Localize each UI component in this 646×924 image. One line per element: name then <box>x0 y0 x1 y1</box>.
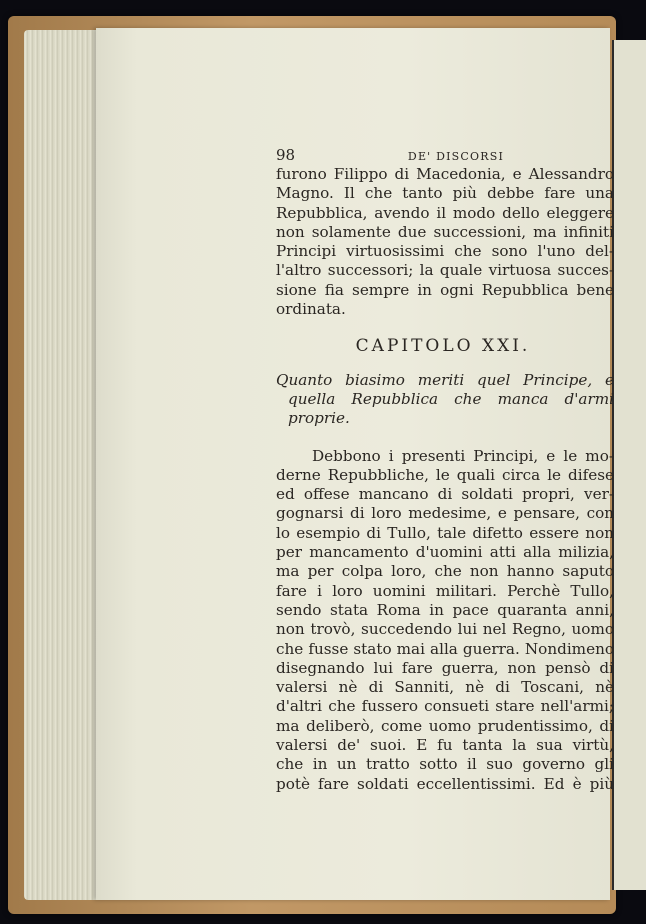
text-line: valersi de' suoi. E fu tanta la sua virtù, <box>276 736 614 755</box>
chapter-title: CAPITOLO XXI. <box>355 336 531 357</box>
running-header <box>276 146 614 165</box>
text-line: d'altri che fussero consueti stare nell'armi; <box>276 697 614 716</box>
text-line: per mancamento d'uomini atti alla milizia, <box>276 543 614 562</box>
text-line: non solamente due successioni, ma infiniti <box>276 222 614 241</box>
text-line: Debbono i presenti Principi, e le mo- <box>312 446 614 465</box>
text-line: fare i loro uomini militari. Perchè Tullo, <box>276 581 614 600</box>
text-line: ordinata. <box>276 300 346 319</box>
text-line: che in un tratto sotto il suo governo gli <box>276 755 614 774</box>
page-number: 98 <box>276 146 296 164</box>
paragraph-1 <box>276 165 614 319</box>
text-line: ma deliberò, come uomo prudentissimo, di <box>276 716 614 735</box>
page-text <box>276 146 614 794</box>
summary-line: Quanto biasimo meriti quel Principe, e <box>276 370 614 389</box>
text-line: sendo stata Roma in pace quaranta anni, <box>276 600 614 619</box>
text-line: disegnando lui fare guerra, non pensò di <box>276 658 614 677</box>
text-line: Principi virtuosissimi che sono l'uno del- <box>276 242 614 261</box>
text-line: non trovò, succedendo lui nel Regno, uomo <box>276 620 614 639</box>
text-line: ma per colpa loro, che non hanno saputo <box>276 562 614 581</box>
summary-line: quella Repubblica che manca d'armi <box>288 389 614 408</box>
text-line: Magno. Il che tanto più debbe fare una <box>276 184 614 203</box>
text-line: Repubblica, avendo il modo dello eleggere <box>276 203 614 222</box>
paragraph-2 <box>276 447 614 794</box>
text-line: furono Filippo di Macedonia, e Alessandro <box>276 165 614 183</box>
text-line: sione fia sempre in ogni Repubblica bene <box>276 280 614 299</box>
summary-line: proprie. <box>288 409 350 428</box>
facing-page <box>612 40 646 890</box>
text-line: valersi nè di Sanniti, nè di Toscani, nè <box>276 678 614 697</box>
text-line: potè fare soldati eccellentissimi. Ed è più <box>276 774 614 793</box>
text-line: derne Repubbliche, le quali circa le difese <box>276 465 614 484</box>
text-line: l'altro successori; la quale virtuosa succes- <box>276 261 614 280</box>
text-line: gognarsi di loro medesime, e pensare, con <box>276 504 614 523</box>
text-line: che fusse stato mai alla guerra. Nondimeno <box>276 639 614 658</box>
chapter-summary <box>276 371 614 429</box>
running-title: DE' DISCORSI <box>407 150 504 163</box>
text-line: ed offese mancano di soldati propri, ver- <box>276 485 614 504</box>
text-line: lo esempio di Tullo, tale difetto essere non <box>276 523 614 542</box>
